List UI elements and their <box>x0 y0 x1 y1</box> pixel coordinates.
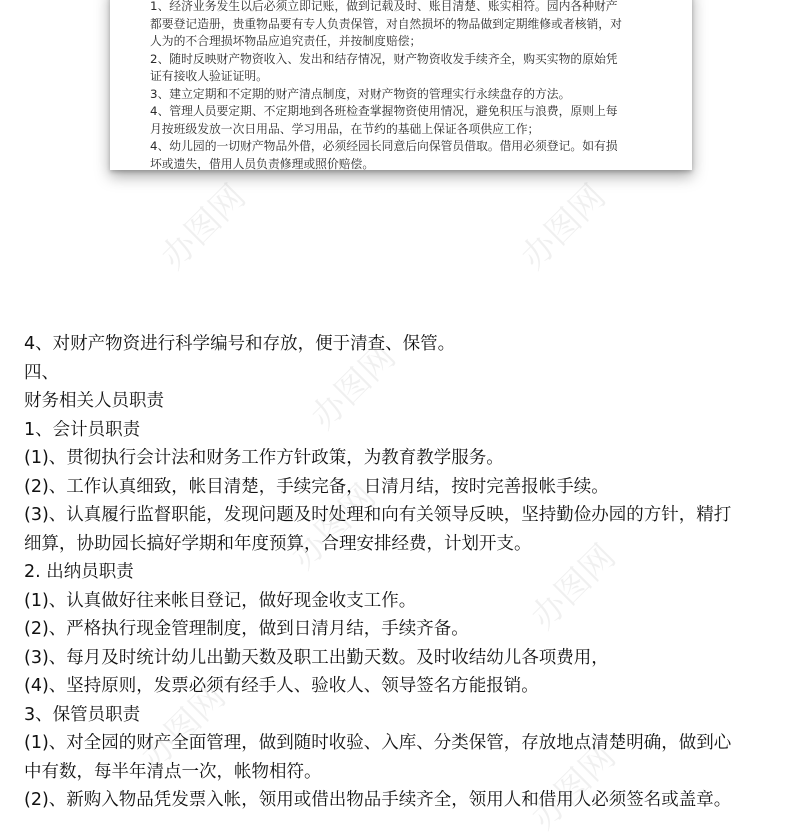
card-line: 证有接收人验证证明。 <box>150 69 268 83</box>
body-line: 1、会计员职责 <box>24 419 141 440</box>
body-line: (3)、每月及时统计幼儿出勤天数及职工出勤天数。及时收结幼儿各项费用， <box>24 647 609 668</box>
watermark-text: 办图网 <box>283 476 384 578</box>
body-line: (2)、严格执行现金管理制度，做到日清月结，手续齐备。 <box>24 619 469 639</box>
body-line: (3)、认真履行监督职能，发现问题及时处理和向有关领导反映，坚持勤俭办园的方针，精打 <box>24 505 732 525</box>
body-line: 4、对财产物资进行科学编号和存放，便于清查、保管。 <box>24 334 456 354</box>
card-line: 月按班级发放一次日用品、学习用品，在节约的基础上保证各项供应工作； <box>150 121 540 136</box>
body-line: (2)、新购入物品凭发票入帐，领用或借出物品手续齐全，领用人和借用人必须签名或盖章。 <box>24 790 732 810</box>
watermark-text: 办图网 <box>523 536 624 638</box>
watermark-text: 办图网 <box>303 336 404 438</box>
body-line: 细算，协助园长搞好学期和年度预算，合理安排经费，计划开支。 <box>24 533 532 554</box>
watermark-text: 办图网 <box>153 176 254 278</box>
body-line: 中有数，每半年清点一次，帐物相符。 <box>24 761 322 782</box>
card-line: 2、随时反映财产物资收入、发出和结存情况，财产物资收发手续齐全，购买实物的原始凭 <box>150 51 618 66</box>
body-line: (1)、对全园的财产全面管理，做到随时收验、入库、分类保管，存放地点清楚明确，做到心 <box>24 733 732 753</box>
card-line: 1、经济业务发生以后必须立即记账，做到记载及时、账目清楚、账实相符。园内各种财产 <box>150 0 618 13</box>
body-line: 财务相关人员职责 <box>24 391 164 411</box>
card-text <box>150 0 692 170</box>
card-line: 3、建立定期和不定期的财产清点制度，对财产物资的管理实行永续盘存的方法。 <box>150 86 571 101</box>
card-line: 4、幼儿园的一切财产物品外借，必须经园长同意后向保管员借取。借用必须登记。如有损 <box>150 139 618 153</box>
body-line: (1)、贯彻执行会计法和财务工作方针政策，为教育教学服务。 <box>24 448 504 468</box>
card-line: 4、管理人员要定期、不定期地到各班检查掌握物资使用情况，避免积压与浪费，原则上每 <box>150 104 618 118</box>
body-line: (2)、工作认真细致，帐目清楚，手续完备，日清月结，按时完善报帐手续。 <box>24 476 609 497</box>
body-line: 2. 出纳员职责 <box>24 562 134 582</box>
body-line: (1)、认真做好往来帐目登记，做好现金收支工作。 <box>24 590 417 611</box>
card-line: 坏或遗失，借用人员负责修理或照价赔偿。 <box>150 156 375 170</box>
document-body <box>24 330 794 815</box>
body-line: 3、保管员职责 <box>24 704 141 725</box>
card-line: 都要登记造册，贵重物品要有专人负责保管，对自然损坏的物品做到定期维修或者核销，对 <box>150 16 622 31</box>
body-line: (4)、坚持原则，发票必须有经手人、验收人、领导签名方能报销。 <box>24 676 539 696</box>
document-preview-card <box>110 0 692 170</box>
card-line: 人为的不合理损坏物品应追究责任，并按制度赔偿； <box>150 34 422 48</box>
watermark-text: 办图网 <box>523 736 624 838</box>
watermark-text: 办图网 <box>513 176 614 278</box>
body-line: 四、 <box>24 362 59 383</box>
watermark-text: 办图网 <box>133 676 234 778</box>
